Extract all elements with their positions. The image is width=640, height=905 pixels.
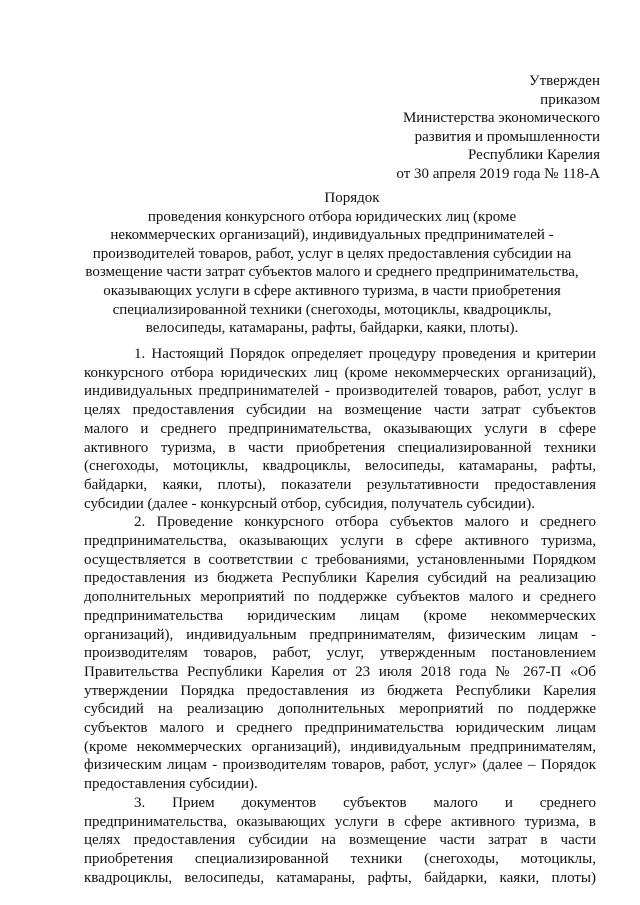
text-line: байдарки, каяки, плоты), показатели результативности предоставления <box>84 476 596 493</box>
approval-line: Утвержден <box>528 73 600 89</box>
text-line: производителям товаров, работ, услуг, утвержденным постановлением <box>84 645 596 662</box>
text-line: предпринимательства юридическим лицам (кроме некоммерческих <box>84 607 596 624</box>
text-line: осуществляется в соответствии с требованиями, установленными Порядком <box>84 551 596 568</box>
document-body <box>84 345 596 887</box>
approval-line: Республики Карелия <box>467 147 600 164</box>
text-line: целях предоставления субсидии на возмещение части затрат субъектов <box>84 402 596 419</box>
text-line: 3. Прием документов субъектов малого и среднего <box>134 794 596 811</box>
text-line: субсидий на реализацию дополнительных мероприятий по поддержке <box>84 701 596 718</box>
text-line: предпринимательства, оказывающих услуги в сфере активного туризма, <box>84 533 596 550</box>
approval-line: развития и промышленности <box>414 128 600 145</box>
text-line: предпринимательства, оказывающих услуги в сфере активного туризма, в <box>84 813 596 830</box>
text-line: квадроциклы, велосипеды, катамараны, рафты, байдарки, каяки, плоты) <box>84 869 596 886</box>
title-line: производителей товаров, работ, услуг в целях предоставления субсидии на <box>92 245 572 262</box>
title-line: специализированной техники (снегоходы, мотоциклы, квадроциклы, <box>112 301 552 318</box>
text-line: малого и среднего предпринимательства, оказывающих услуги в сфере <box>84 420 596 437</box>
text-line: целях предоставления субсидии на возмещение части затрат в части <box>84 832 596 849</box>
text-line: организаций), индивидуальным предпринимателям, физическим лицам - <box>84 626 596 643</box>
title-line: оказывающих услуги в сфере активного туризма, в части приобретения <box>103 282 561 299</box>
approval-line: от 30 апреля 2019 года № 118-А <box>396 165 600 182</box>
text-line: активного туризма, в части приобретения специализированной техники <box>84 439 596 456</box>
text-line: (кроме некоммерческих организаций), индивидуальным предпринимателям, <box>84 738 596 755</box>
text-line: субъектов малого и среднего предпринимательства юридическим лицам <box>84 720 596 737</box>
text-line: (снегоходы, мотоциклы, квадроциклы, велосипеды, катамараны, рафты, <box>84 458 596 475</box>
text-line: 1. Настоящий Порядок определяет процедуру проведения и критерии <box>134 346 596 362</box>
text-line: конкурсного отбора юридических лиц (кроме некоммерческих организаций), <box>84 364 596 381</box>
title-line: велосипеды, катамараны, рафты, байдарки, каяки, плоты). <box>145 320 519 337</box>
approval-line: приказом <box>540 91 600 108</box>
approval-stamp <box>340 72 600 184</box>
document-title <box>82 189 582 338</box>
text-line: дополнительных мероприятий по поддержке субъектов малого и среднего <box>84 589 596 606</box>
title-heading: Порядок <box>324 190 380 206</box>
title-line: некоммерческих организаций), индивидуальных предпринимателей - <box>110 227 554 244</box>
text-line: индивидуальных предпринимателей - производителей товаров, работ, услуг в <box>84 383 596 400</box>
text-line: 2. Проведение конкурсного отбора субъектов малого и среднего <box>134 514 596 531</box>
paragraph-2 <box>84 513 596 794</box>
title-line: проведения конкурсного отбора юридических лиц (кроме <box>147 208 517 225</box>
text-line: физическим лицам - производителям товаров, работ, услуг» (далее – Порядок <box>84 757 596 774</box>
text-line: субсидии (далее - конкурсный отбор, субсидия, получатель субсидии). <box>84 495 535 512</box>
paragraph-3 <box>84 794 596 888</box>
text-line: утверждении Порядка предоставления из бюджета Республики Карелия <box>84 682 596 699</box>
approval-line: Министерства экономического <box>402 110 600 127</box>
title-line: возмещение части затрат субъектов малого и среднего предпринимательства, <box>85 264 579 281</box>
text-line: предоставления из бюджета Республики Карелия субсидий на реализацию <box>84 570 596 587</box>
text-line: приобретения специализированной техники (снегоходы, мотоциклы, <box>84 850 596 867</box>
text-line: предоставления субсидии). <box>84 776 258 793</box>
paragraph-1 <box>84 345 596 513</box>
text-line: Правительства Республики Карелия от 23 июля 2018 года № 267-П «Об <box>84 663 596 680</box>
